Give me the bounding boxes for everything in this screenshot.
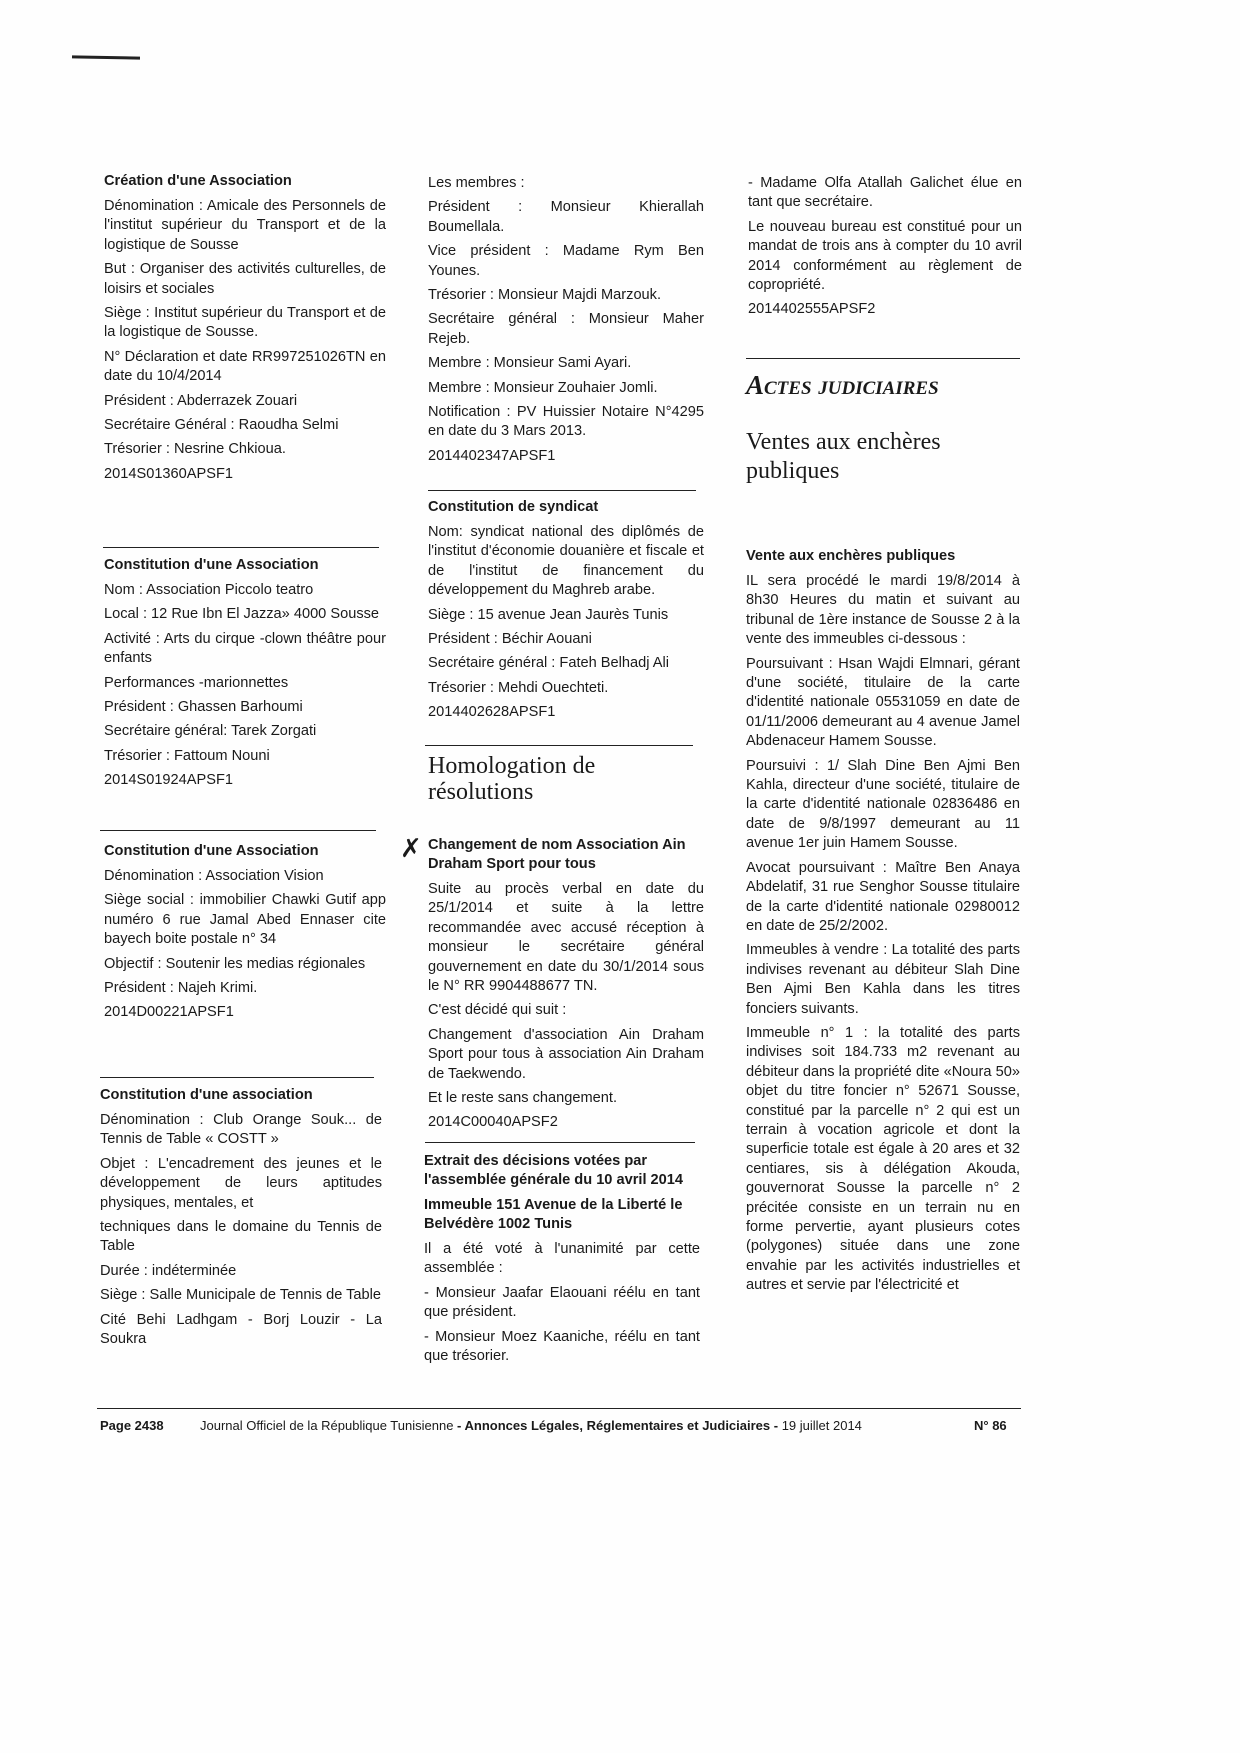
notice-paragraph: 2014402347APSF1 (428, 447, 556, 464)
notice-association-piccolo (104, 556, 386, 796)
notice-paragraph: Le nouveau bureau est constitué pour un mandat de trois ans à compter du 10 avril 2014 conformément au règlement de copropriété. (748, 218, 1022, 294)
notice-paragraph: N° Déclaration et date RR997251026TN en date du 10/4/2014 (104, 348, 386, 385)
notice-assemblee-generale (424, 1152, 700, 1371)
notice-paragraph: Trésorier : Monsieur Majdi Marzouk. (428, 287, 662, 304)
notice-vente-encheres (746, 547, 1020, 1301)
notice-heading: Création d'une Association (104, 173, 292, 189)
handwritten-x-mark: ✗ (400, 834, 422, 863)
notice-paragraph: Dénomination : Club Orange Souk... de Tennis de Table « COSTT » (100, 1112, 382, 1148)
notice-paragraph: Secrétaire Général : Raoudha Selmi (104, 417, 339, 434)
notice-paragraph: 2014402628APSF1 (428, 704, 556, 721)
notice-paragraph: Immeubles à vendre : La totalité des parts indivises revenant au débiteur Slah Dine Ben Ajmi Ben Kahla dans les titres fonciers suivants. (746, 942, 1020, 1017)
notice-paragraph: Président : Ghassen Barhoumi (104, 699, 303, 716)
notice-paragraph: Membre : Monsieur Sami Ayari. (428, 355, 632, 372)
homologation-title: Homologation de résolutions (428, 753, 596, 805)
notice-paragraph: Siège : Institut supérieur du Transport et de la logistique de Sousse. (104, 305, 386, 341)
notice-paragraph: - Monsieur Jaafar Elaouani réélu en tant que président. (424, 1284, 700, 1321)
notice-paragraph: Membre : Monsieur Zouhaier Jomli. (428, 379, 658, 396)
ventes-subtitle: Ventes aux enchères publiques (746, 429, 941, 484)
notice-subheading: Immeuble 151 Avenue de la Liberté le Belvédère 1002 Tunis (424, 1197, 683, 1232)
notice-paragraph: Notification : PV Huissier Notaire N°4295 en date du 3 Mars 2013. (428, 404, 704, 440)
notice-paragraph: Siège : Salle Municipale de Tennis de Table (100, 1287, 381, 1304)
notice-paragraph: Les membres : (428, 175, 525, 191)
footer-issue-number: N° 86 (974, 1418, 1007, 1433)
notice-paragraph: - Monsieur Moez Kaaniche, réélu en tant que trésorier. (424, 1328, 700, 1365)
notice-paragraph: Trésorier : Fattoum Nouni (104, 747, 270, 764)
notice-paragraph: Président : Béchir Aouani (428, 631, 592, 648)
divider (100, 830, 376, 831)
divider (103, 547, 379, 548)
notice-paragraph: Objet : L'encadrement des jeunes et le développement de leurs aptitudes physiques, mentales, et (100, 1155, 382, 1211)
notice-paragraph: Suite au procès verbal en date du 25/1/2014 et suite à la lettre recommandée avec accusé réception à monsieur le secrétaire général gouvernement en date du 30/1/2014 sous le N° RR 9904488677 TN. (428, 881, 704, 995)
notice-paragraph: IL sera procédé le mardi 19/8/2014 à 8h30 Heures du matin et suivant au tribunal de 1ère instance de Sousse 2 à la vente des immeubles ci-dessous : (746, 573, 1020, 648)
notice-heading: Constitution de syndicat (428, 499, 599, 515)
notice-paragraph: 2014S01924APSF1 (104, 772, 234, 789)
notice-heading: Constitution d'une Association (104, 843, 319, 859)
notice-heading: Constitution d'une Association (104, 557, 319, 573)
notice-paragraph: 2014C00040APSF2 (428, 1114, 558, 1131)
section-homologation-title (428, 753, 678, 805)
notice-paragraph: 2014S01360APSF1 (104, 465, 234, 482)
notice-bureau-continued (748, 174, 1022, 325)
notice-association-costt (100, 1086, 382, 1354)
divider (428, 490, 696, 491)
notice-paragraph: - Madame Olfa Atallah Galichet élue en tant que secrétaire. (748, 175, 1022, 211)
notice-paragraph: Secrétaire général: Tarek Zorgati (104, 723, 317, 740)
scan-artifact-mark (72, 55, 140, 59)
footer-divider (97, 1408, 1021, 1409)
divider (425, 745, 693, 746)
section-actes-judiciaires (746, 368, 1020, 486)
notice-paragraph: Siège social : immobilier Chawki Gutif app numéro 6 rue Jamal Abed Ennaser cite bayech boite postale n° 34 (104, 892, 386, 948)
notice-paragraph: 2014D00221APSF1 (104, 1004, 234, 1021)
notice-paragraph: Performances -marionnettes (104, 674, 289, 691)
notice-paragraph: Président : Abderrazek Zouari (104, 392, 298, 409)
notice-creation-amicale (104, 172, 386, 489)
divider (425, 1142, 695, 1143)
footer-page-number: Page 2438 (100, 1418, 164, 1433)
notice-paragraph: Et le reste sans changement. (428, 1090, 618, 1107)
notice-paragraph: Changement d'association Ain Draham Sport pour tous à association Ain Draham de Taekwendo. (428, 1026, 704, 1082)
notice-paragraph: Local : 12 Rue Ibn El Jazza» 4000 Sousse (104, 606, 380, 623)
notice-paragraph: Avocat poursuivant : Maître Ben Anaya Abdelatif, 31 rue Senghor Sousse titulaire de la carte d'identité nationale 02980012 en date de 25/2/2002. (746, 859, 1020, 934)
notice-paragraph: Nom : Association Piccolo teatro (104, 582, 314, 598)
notice-paragraph: C'est décidé qui suit : (428, 1002, 567, 1019)
notice-paragraph: 2014402555APSF2 (748, 301, 876, 318)
notice-paragraph: Objectif : Soutenir les medias régionales (104, 955, 366, 972)
notice-paragraph: Il a été voté à l'unanimité par cette assemblée : (424, 1241, 700, 1277)
notice-paragraph: Immeuble n° 1 : la totalité des parts indivises soit 184.733 m2 revenant au débiteur dans la propriété dite «Noura 50» objet du titre foncier n° 52671 Sousse, constitué par la parcelle n° 2 qui est un terrain à vocation agricole et dont la superficie totale est égale à 20 ares et 32 centiares, sis à délégation Akouda, gouvernorat Sousse la parcelle n° 2 précitée consiste en un terrain nu en forme pervertie, ayant plusieurs cotes (polygones) située dans une zone envahie par les activités industrielles et autres et servie par l'électricité et (746, 1024, 1020, 1294)
notice-paragraph: Trésorier : Nesrine Chkioua. (104, 441, 286, 458)
notice-paragraph: Durée : indéterminée (100, 1262, 237, 1279)
notice-paragraph: Poursuivant : Hsan Wajdi Elmnari, gérant d'une société, titulaire de la carte d'identité nationale 05531059 en date de 01/11/2006 demeurant au 4 avenue Jamel Abdenaceur Hamem Sousse. (746, 655, 1020, 750)
notice-paragraph: Trésorier : Mehdi Ouechteti. (428, 679, 609, 696)
notice-association-vision (104, 842, 386, 1028)
notice-syndicat (428, 498, 704, 728)
notice-paragraph: Nom: syndicat national des diplômés de l'institut d'économie douanière et fiscale et de l'institut de financement du développement du Maghreb arabe. (428, 524, 704, 599)
notice-paragraph: Activité : Arts du cirque -clown théâtre pour enfants (104, 630, 386, 667)
notice-paragraph: Secrétaire général : Monsieur Maher Rejeb. (428, 311, 704, 347)
notice-paragraph: Président : Monsieur Khierallah Boumellala. (428, 199, 704, 235)
notice-paragraph: Cité Behi Ladhgam - Borj Louzir - La Soukra (100, 1311, 382, 1348)
divider (100, 1077, 374, 1078)
notice-paragraph: Dénomination : Amicale des Personnels de l'institut supérieur du Transport et de la logistique de Sousse (104, 198, 386, 253)
notice-paragraph: Poursuivi : 1/ Slah Dine Ben Ajmi Ben Kahla, directeur d'une société, titulaire de la carte d'identité nationale 02836486 en date de 9/8/1997 demeurant au 11 avenue 1er juin Hamem Sousse. (746, 757, 1020, 852)
footer-date: 19 juillet 2014 (781, 1418, 862, 1433)
notice-paragraph: Président : Najeh Krimi. (104, 980, 258, 997)
notice-heading: Vente aux enchères publiques (746, 548, 956, 564)
notice-paragraph: Dénomination : Association Vision (104, 868, 324, 884)
footer-journal-line (200, 1418, 862, 1433)
notice-paragraph: Secrétaire général : Fateh Belhadj Ali (428, 655, 669, 672)
notice-paragraph: But : Organiser des activités culturelles, de loisirs et sociales (104, 261, 386, 297)
notice-changement-nom (428, 836, 704, 1138)
divider (746, 358, 1020, 359)
notice-paragraph: techniques dans le domaine du Tennis de Table (100, 1219, 382, 1255)
notice-paragraph: Siège : 15 avenue Jean Jaurès Tunis (428, 606, 669, 623)
notice-paragraph: Vice président : Madame Rym Ben Younes. (428, 243, 704, 279)
footer-section: - Annonces Légales, Réglementaires et Judiciaires - (453, 1418, 782, 1433)
footer-journal: Journal Officiel de la République Tunisienne (200, 1418, 454, 1433)
actes-judiciaires-title: Actes judiciaires (746, 370, 939, 400)
notice-heading: Changement de nom Association Ain Draham Sport pour tous (428, 837, 686, 872)
notice-heading: Extrait des décisions votées par l'assemblée générale du 10 avril 2014 (424, 1153, 684, 1188)
notice-members-list (428, 174, 704, 471)
notice-heading: Constitution d'une association (100, 1087, 313, 1103)
